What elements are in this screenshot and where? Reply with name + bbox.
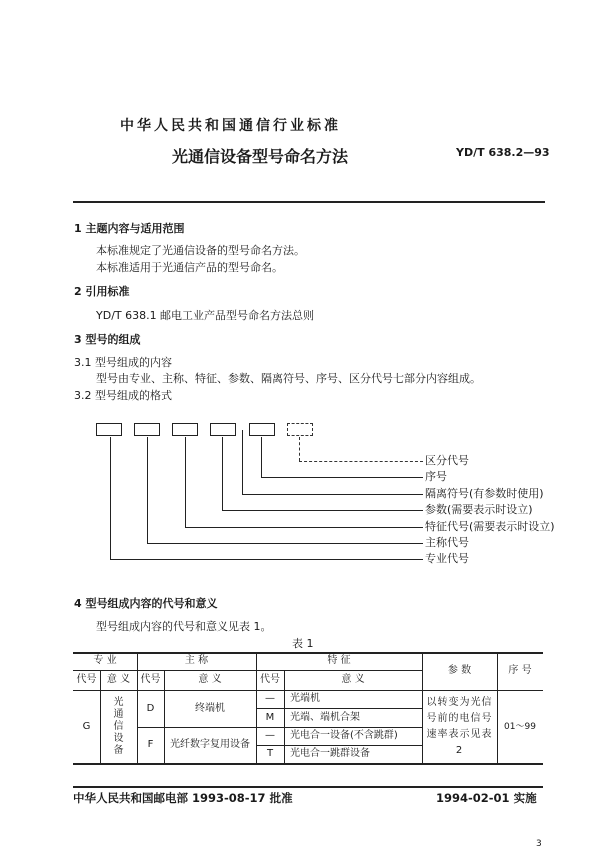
specialty-code: G bbox=[82, 720, 91, 732]
connector-line bbox=[299, 461, 423, 462]
feature-meaning: 光电合一设备(不含跳群) bbox=[290, 730, 398, 741]
feature-code: T bbox=[266, 748, 274, 759]
connector-line bbox=[110, 559, 423, 560]
diagram-label: 隔离符号(有参数时使用) bbox=[425, 487, 544, 500]
feature-code: M bbox=[265, 711, 275, 723]
section-3-1-paragraph: 型号由专业、主称、特征、参数、隔离符号、序号、区分代号七部分内容组成。 bbox=[96, 372, 481, 385]
field-box-main-name bbox=[134, 423, 160, 436]
section-3-2-heading: 3.2 型号组成的格式 bbox=[74, 389, 172, 402]
header-rule bbox=[73, 201, 545, 203]
connector-line bbox=[261, 437, 262, 477]
connector-line bbox=[110, 437, 111, 559]
section-1-paragraph: 本标准规定了光通信设备的型号命名方法。 bbox=[96, 244, 305, 257]
connector-line bbox=[299, 437, 300, 461]
connector-line bbox=[242, 494, 423, 495]
section-4-heading: 4 型号组成内容的代号和意义 bbox=[74, 597, 218, 610]
main-name-meaning: 光纤数字复用设备 bbox=[170, 739, 250, 750]
feature-meaning: 光电合一跳群设备 bbox=[290, 748, 370, 759]
reference-code: YD/T 638.1 bbox=[96, 309, 157, 322]
connector-line bbox=[147, 437, 148, 543]
approval-date: 中华人民共和国邮电部 1993-08-17 批准 bbox=[73, 791, 293, 805]
feature-meaning: 光端、端机合架 bbox=[290, 711, 360, 723]
connector-line bbox=[147, 543, 423, 544]
field-box-parameter bbox=[210, 423, 236, 436]
header-serial: 序 号 bbox=[508, 665, 532, 676]
diagram-label: 专业代号 bbox=[425, 552, 469, 565]
section-2-heading: 2 引用标准 bbox=[74, 285, 130, 298]
header-code: 代号 bbox=[140, 674, 161, 685]
field-box-serial bbox=[249, 423, 275, 436]
footer-rule bbox=[73, 786, 543, 788]
diagram-label: 主称代号 bbox=[425, 536, 469, 549]
header-meaning: 意 义 bbox=[341, 674, 365, 685]
header-specialty: 专 业 bbox=[93, 655, 117, 666]
connector-line bbox=[242, 430, 243, 494]
standard-code: YD/T 638.2—93 bbox=[456, 146, 550, 159]
effective-date: 1994-02-01 实施 bbox=[436, 791, 537, 805]
header-meaning: 意 义 bbox=[106, 674, 131, 685]
feature-code: — bbox=[265, 693, 275, 704]
connector-line bbox=[222, 437, 223, 510]
connector-line bbox=[222, 510, 423, 511]
diagram-label: 特征代号(需要表示时设立) bbox=[425, 520, 555, 533]
main-name-code: F bbox=[147, 739, 154, 750]
field-box-distinguishing bbox=[287, 423, 313, 436]
parameter-description: 以转变为光信号前的电信号速率表示见表 2 bbox=[426, 696, 493, 756]
section-1-heading: 1 主题内容与适用范围 bbox=[74, 222, 185, 235]
issuing-standard-heading: 中华人民共和国通信行业标准 bbox=[120, 118, 341, 134]
section-1-paragraph: 本标准适用于光通信产品的型号命名。 bbox=[96, 261, 283, 274]
section-3-1-heading: 3.1 型号组成的内容 bbox=[74, 356, 172, 369]
header-parameter: 参 数 bbox=[447, 665, 472, 676]
connector-line bbox=[185, 437, 186, 527]
connector-line bbox=[185, 527, 423, 528]
page-number: 3 bbox=[536, 839, 542, 849]
section-3-heading: 3 型号的组成 bbox=[74, 333, 141, 346]
main-name-code: D bbox=[146, 702, 155, 714]
feature-code: — bbox=[265, 730, 275, 741]
diagram-label: 序号 bbox=[425, 470, 447, 483]
header-main-name: 主 称 bbox=[184, 655, 209, 666]
table-rule bbox=[73, 763, 543, 765]
section-4-paragraph: 型号组成内容的代号和意义见表 1。 bbox=[96, 620, 272, 633]
header-meaning: 意 义 bbox=[198, 674, 222, 685]
header-feature: 特 征 bbox=[327, 655, 351, 666]
header-code: 代号 bbox=[76, 674, 97, 685]
document-title: 光通信设备型号命名方法 bbox=[172, 147, 349, 166]
field-box-feature bbox=[172, 423, 198, 436]
specialty-meaning: 光 通 信 设 备 bbox=[113, 696, 124, 756]
main-name-meaning: 终端机 bbox=[195, 702, 225, 714]
diagram-label: 区分代号 bbox=[425, 454, 469, 467]
connector-line bbox=[261, 477, 423, 478]
field-box-specialty bbox=[96, 423, 122, 436]
reference-title: 邮电工业产品型号命名方法总则 bbox=[160, 309, 314, 322]
header-code: 代号 bbox=[260, 674, 280, 685]
serial-range: 01～99 bbox=[504, 721, 536, 732]
feature-meaning: 光端机 bbox=[290, 693, 320, 704]
table-caption: 表 1 bbox=[292, 637, 314, 650]
diagram-label: 参数(需要表示时设立) bbox=[425, 503, 533, 516]
